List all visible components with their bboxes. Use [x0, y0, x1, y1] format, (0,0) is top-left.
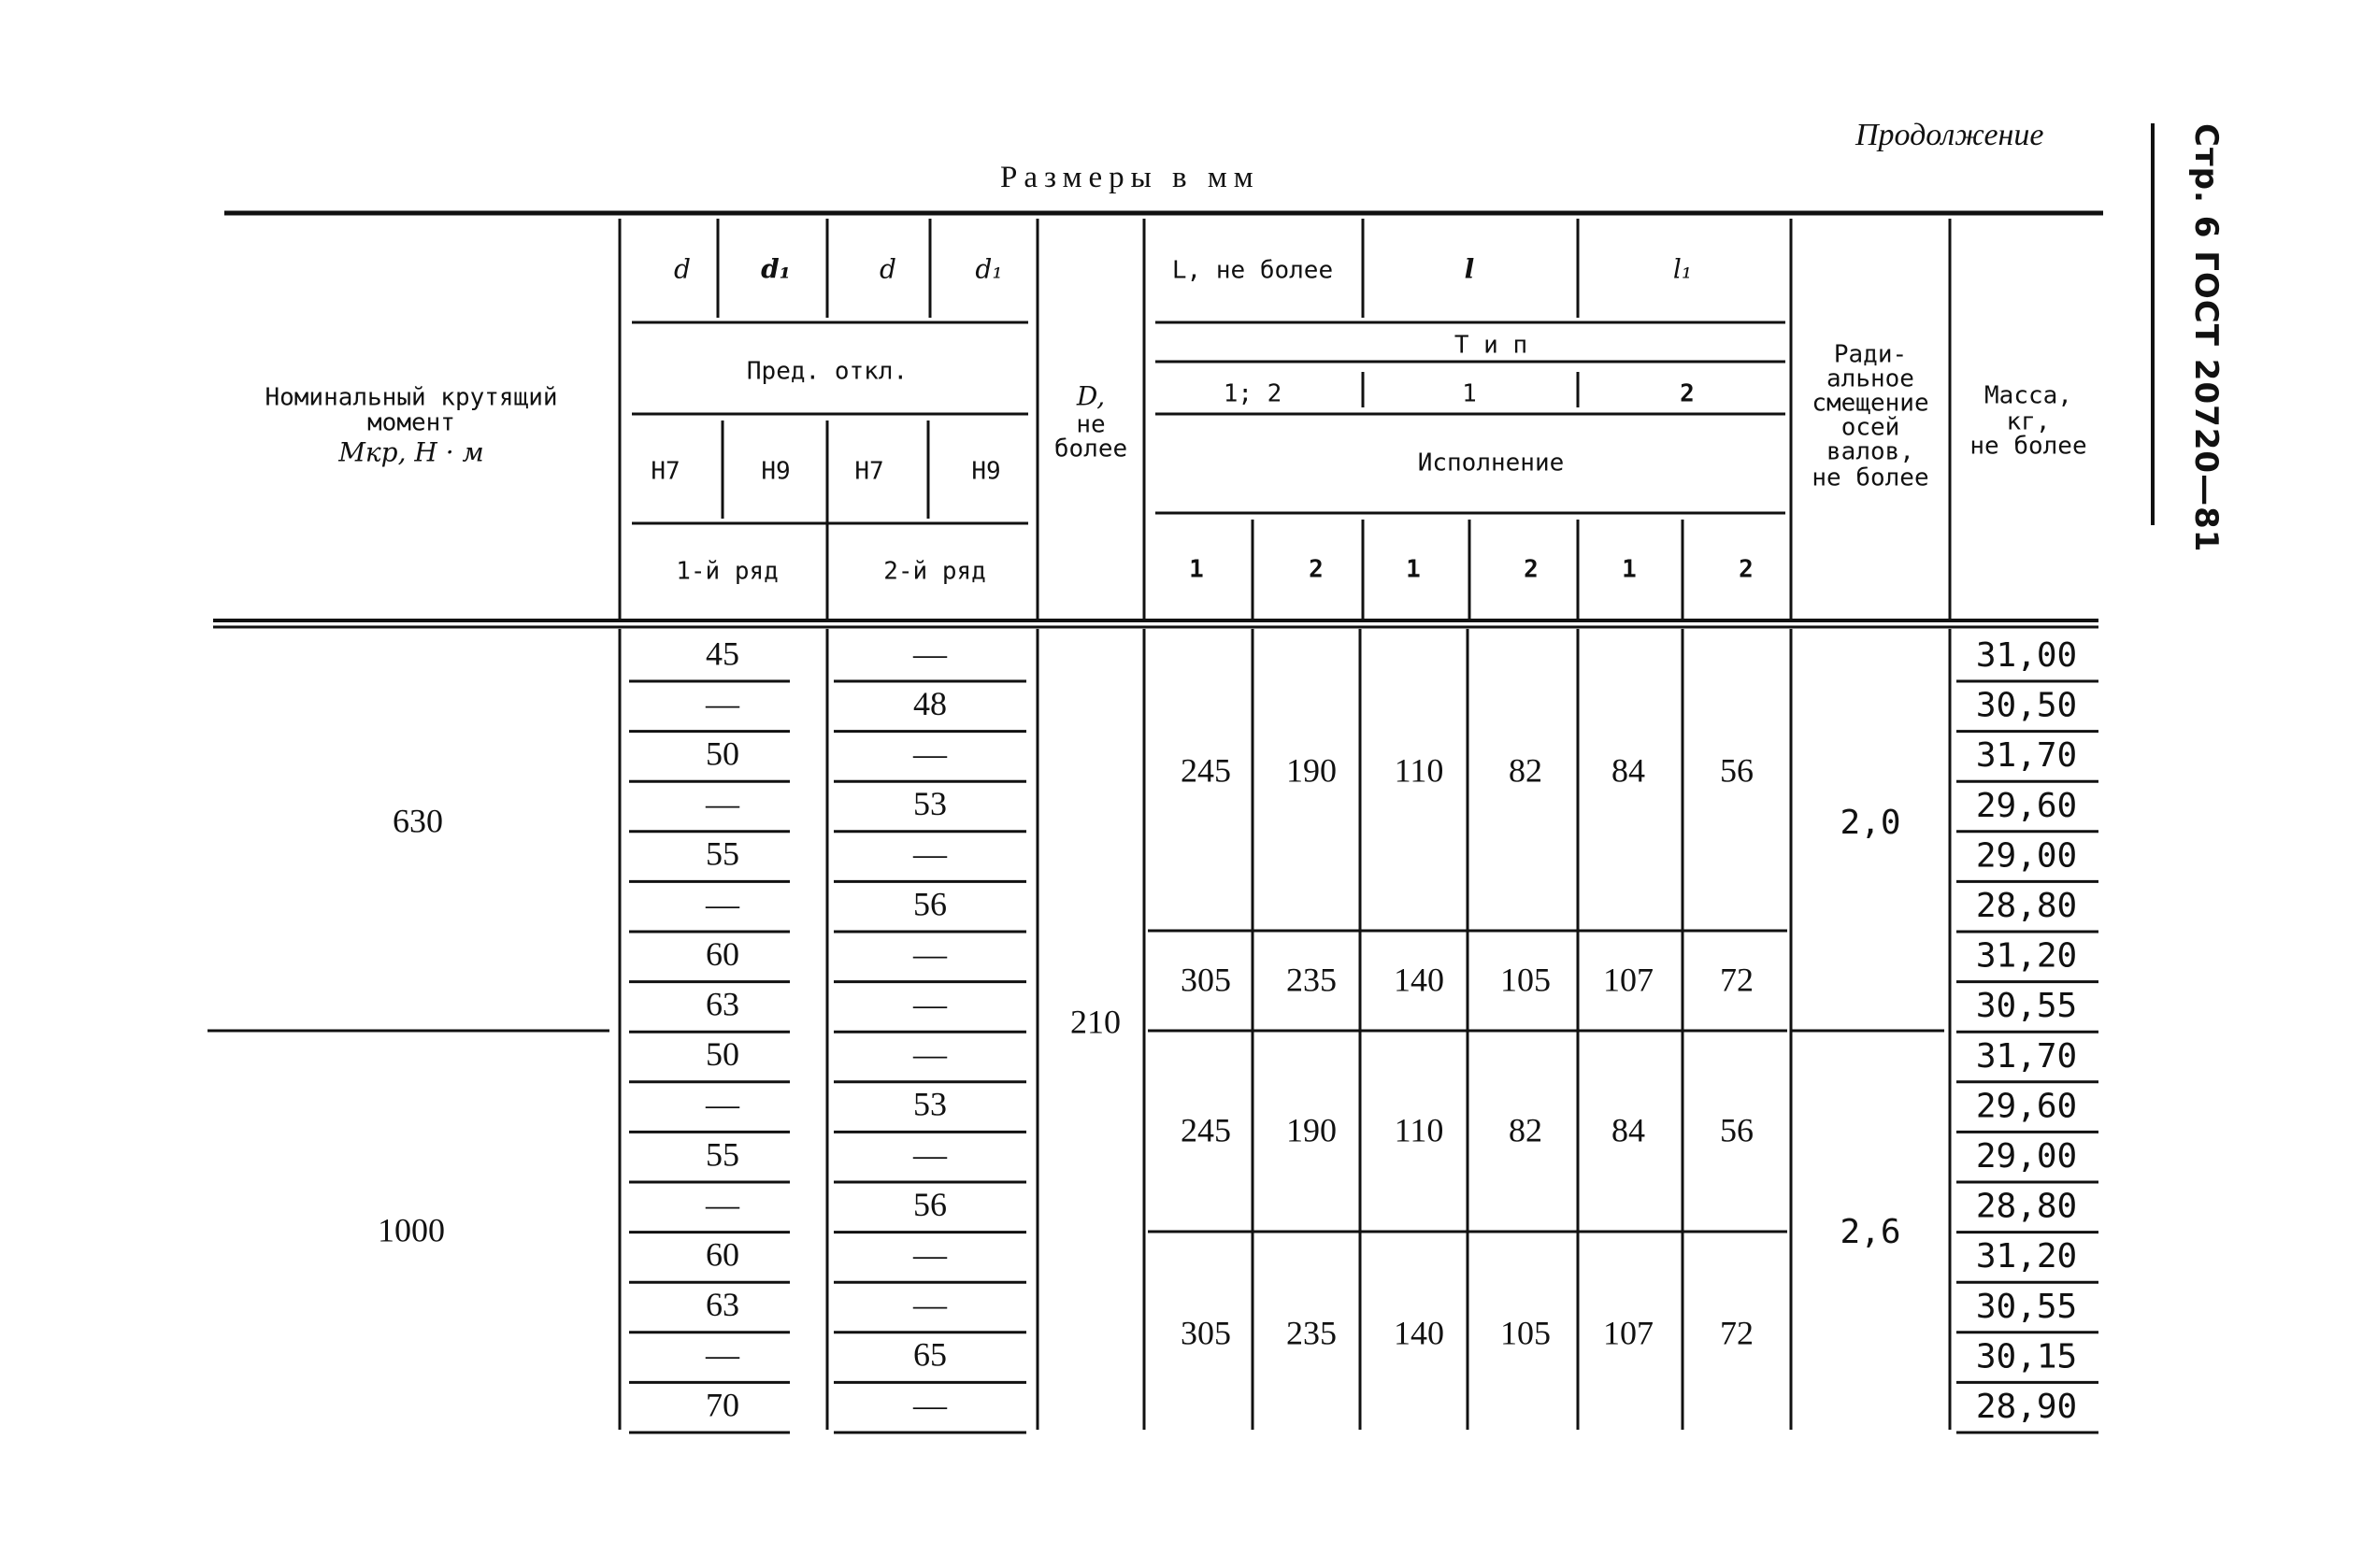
header-row2: 2-й ряд [883, 557, 986, 586]
radial-value-630: 2,0 [1840, 804, 1901, 842]
L-isp1-cell: 305 [1181, 1314, 1231, 1352]
header-tip-1-2: 1; 2 [1223, 379, 1282, 408]
d-row1-cell: 45 [706, 634, 739, 673]
d-row1-cell: 50 [706, 734, 739, 773]
l1-isp2-cell: 72 [1720, 961, 1754, 999]
header-isp-1: 1 [1189, 555, 1204, 584]
d-row2-cell: — [913, 1135, 947, 1174]
header-radial-line5: валов, [1826, 437, 1914, 466]
page-standard-title: Стр. 6 ГОСТ 20720—81 [2187, 123, 2225, 553]
d-row1-cell: 63 [706, 985, 739, 1023]
header-tip: Т и п [1454, 331, 1528, 360]
mass-cell: 31,20 [1975, 1237, 2078, 1276]
header-pred-otkl: Пред. откл. [746, 357, 909, 386]
d-row2-cell: — [913, 934, 947, 973]
l1-isp2-cell: 72 [1720, 1314, 1754, 1352]
l-isp2-cell: 105 [1500, 961, 1551, 999]
header-ispolnenie: Исполнение [1417, 449, 1565, 478]
header-D-line2: не [1076, 410, 1106, 439]
header-d1-row1: d₁ [761, 253, 791, 285]
dimensions-note: Размеры в мм [1000, 161, 1260, 194]
d-row2-cell: — [913, 1286, 947, 1324]
mass-cell: 28,90 [1975, 1388, 2078, 1426]
mass-cell: 29,60 [1975, 1087, 2078, 1126]
d-row1-cell: — [706, 1085, 739, 1123]
mass-cell: 31,70 [1975, 736, 2078, 776]
d-row2-cell: 56 [913, 1185, 947, 1223]
d-row1-cell: 50 [706, 1035, 739, 1074]
mass-cell: 30,15 [1975, 1337, 2078, 1376]
header-radial-line4: осей [1840, 413, 1900, 442]
d-row2-cell: 53 [913, 785, 947, 823]
L-isp1-cell: 245 [1181, 1111, 1231, 1149]
header-mass-line2: кг, [2006, 407, 2051, 436]
header-tip-2: 2 [1680, 379, 1695, 408]
d-row2-cell: — [913, 1035, 947, 1074]
d-row2-cell: — [913, 1386, 947, 1424]
l1-isp2-cell: 56 [1720, 1111, 1754, 1149]
l1-isp2-cell: 56 [1720, 751, 1754, 790]
L-isp2-cell: 190 [1286, 751, 1337, 790]
d-row2-cell: 53 [913, 1085, 947, 1123]
header-mass-line3: не более [1969, 432, 2087, 461]
header-h9-row2: H9 [971, 457, 1001, 486]
header-D-line3: более [1053, 435, 1128, 463]
l-isp1-cell: 140 [1394, 1314, 1444, 1352]
L-isp1-cell: 245 [1181, 751, 1231, 790]
header-l: l [1464, 253, 1475, 285]
header-radial-line3: смещение [1812, 389, 1929, 418]
torque-630: 630 [393, 802, 443, 840]
d-row1-cell: — [706, 785, 739, 823]
mass-cell: 28,80 [1975, 887, 2078, 925]
mass-cell: 30,55 [1975, 987, 2078, 1026]
header-L: L, не более [1171, 256, 1334, 285]
l-isp1-cell: 110 [1394, 751, 1444, 790]
d-row1-cell: 70 [706, 1386, 739, 1424]
mass-cell: 30,55 [1975, 1287, 2078, 1326]
d-row1-cell: 63 [706, 1286, 739, 1324]
header-D-line1: D, [1076, 380, 1106, 412]
header-torque-line1: Номинальный крутящий [265, 383, 558, 412]
D-value: 210 [1070, 1003, 1121, 1041]
header-mass-line1: Масса, [1984, 381, 2072, 410]
L-isp2-cell: 235 [1286, 1314, 1337, 1352]
l-isp2-cell: 82 [1509, 751, 1542, 790]
l1-isp1-cell: 107 [1603, 1314, 1654, 1352]
header-h9-row1: H9 [761, 457, 791, 486]
mass-cell: 28,80 [1975, 1187, 2078, 1226]
d-row2-cell: 65 [913, 1335, 947, 1374]
mass-cell: 31,70 [1975, 1036, 2078, 1076]
header-h7-row2: H7 [854, 457, 884, 486]
l-isp1-cell: 110 [1394, 1111, 1444, 1149]
torque-1000: 1000 [378, 1211, 445, 1249]
header-h7-row1: H7 [651, 457, 680, 486]
header-torque-line2: момент [367, 408, 455, 437]
d-row2-cell: — [913, 834, 947, 873]
header-d1-row2: d₁ [975, 253, 1003, 285]
header-radial-line6: не более [1812, 463, 1929, 492]
L-isp2-cell: 235 [1286, 961, 1337, 999]
d-row2-cell: — [913, 985, 947, 1023]
mass-cell: 29,00 [1975, 836, 2078, 876]
L-isp1-cell: 305 [1181, 961, 1231, 999]
header-d-row2: d [880, 253, 896, 285]
d-row2-cell: — [913, 634, 947, 673]
header-isp-5: 1 [1622, 555, 1637, 584]
radial-value-1000: 2,6 [1840, 1213, 1901, 1251]
l-isp2-cell: 105 [1500, 1314, 1551, 1352]
mass-cell: 31,00 [1975, 636, 2078, 675]
L-isp2-cell: 190 [1286, 1111, 1337, 1149]
d-row2-cell: 48 [913, 684, 947, 722]
d-row1-cell: 55 [706, 1135, 739, 1174]
d-row1-cell: — [706, 1335, 739, 1374]
l1-isp1-cell: 107 [1603, 961, 1654, 999]
d-row1-cell: 60 [706, 934, 739, 973]
d-row2-cell: — [913, 1235, 947, 1274]
header-torque-line3: Mкр, Н · м [338, 436, 484, 468]
l1-isp1-cell: 84 [1611, 751, 1645, 790]
mass-cell: 31,20 [1975, 936, 2078, 976]
header-tip-1: 1 [1462, 379, 1477, 408]
header-radial-line2: альное [1826, 364, 1914, 393]
header-isp-3: 1 [1406, 555, 1421, 584]
header-torque [265, 384, 557, 468]
mass-cell: 29,60 [1975, 786, 2078, 825]
d-row2-cell: — [913, 734, 947, 773]
d-row1-cell: — [706, 885, 739, 923]
mass-cell: 29,00 [1975, 1137, 2078, 1176]
l1-isp1-cell: 84 [1611, 1111, 1645, 1149]
header-row1: 1-й ряд [676, 557, 779, 586]
d-row2-cell: 56 [913, 885, 947, 923]
header-isp-6: 2 [1739, 555, 1754, 584]
d-row1-cell: — [706, 684, 739, 722]
header-isp-4: 2 [1524, 555, 1539, 584]
continuation-label: Продолжение [1855, 118, 2044, 152]
l-isp1-cell: 140 [1394, 961, 1444, 999]
header-isp-2: 2 [1309, 555, 1324, 584]
d-row1-cell: 60 [706, 1235, 739, 1274]
header-d-row1: d [674, 253, 691, 285]
d-row1-cell: 55 [706, 834, 739, 873]
mass-cell: 30,50 [1975, 686, 2078, 725]
header-l1: l₁ [1672, 253, 1693, 285]
header-radial-line1: Ради- [1833, 340, 1908, 369]
l-isp2-cell: 82 [1509, 1111, 1542, 1149]
d-row1-cell: — [706, 1185, 739, 1223]
